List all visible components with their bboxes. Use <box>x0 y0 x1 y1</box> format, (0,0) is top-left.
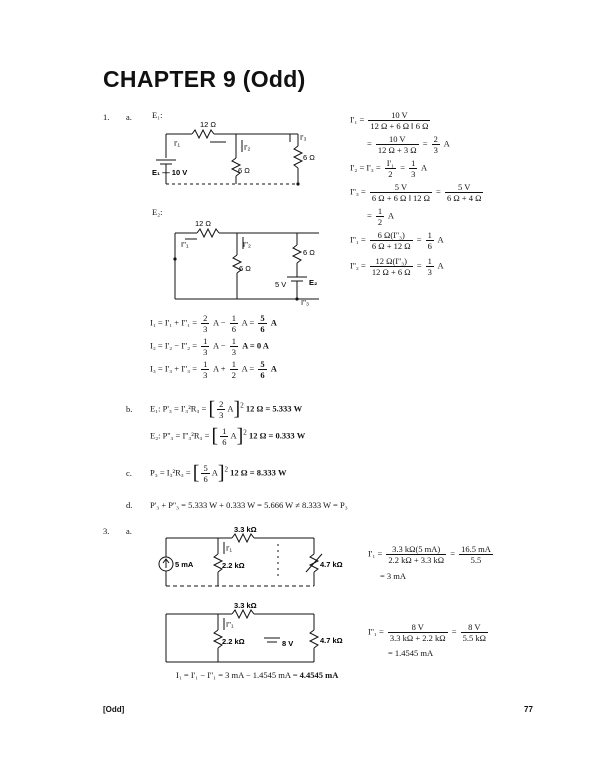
eq-i3-double-prime-cont: = $\frac{1}{2}$ A <box>367 206 394 227</box>
eq-i1-double-prime-p3-result: = 1.4545 mA <box>388 648 434 658</box>
e2-label: E₂: <box>152 207 163 217</box>
circuit-e2 <box>165 215 335 307</box>
circuit-current-source <box>148 524 358 594</box>
part-d-label: d. <box>126 500 133 510</box>
c2-r-right: 6 Ω <box>303 248 315 257</box>
c4-r-mid: 2.2 kΩ <box>222 637 245 646</box>
c2-i3: I''₃ <box>301 298 310 307</box>
part-a-label-3: a. <box>126 526 132 536</box>
part-b-label: b. <box>126 404 133 414</box>
eq-i1-prime-p3: I'₁ = $\frac{3.3 k\Omega(5 mA)}{2.2 k\Omega + 3.3 k\Omega}$ = $\frac{16.5 mA}{5.5}$ <box>368 544 491 565</box>
c1-i1: I'₁ <box>174 139 181 148</box>
eq-i2-i3-prime: I'₂ = I'₃ = $\frac{\text{I'₁}}{2}$ = $\frac{1}{3}$ A <box>350 158 428 179</box>
c2-source: 5 V <box>275 280 287 289</box>
sum-i2: I₂ = I'₂ − I''₂ = $\frac{1}{3}$ A − $\frac{1}{3}$ A = 0 A <box>150 336 269 357</box>
eq-i1-prime: I'₁ = $\frac{10 V}{12 \Omega + 6 \Omega ‖ 6 \Omega}$ <box>350 110 429 131</box>
c1-r-mid: 6 Ω <box>238 166 250 175</box>
chapter-title: CHAPTER 9 (Odd) <box>103 66 306 92</box>
c4-i1: I''₁ <box>226 620 234 629</box>
eq-power-total: P₃ = I₃²R₃ = [ $\frac{5}{6}$ A]$^2$ 12 Ω = 8.333 W <box>150 462 287 484</box>
eq-i1-double-prime-p3: I''₁ = $\frac{8 V}{3.3 k\Omega + 2.2 k\Omega}$ = $\frac{8 V}{5.5 k\Omega}$ <box>368 622 486 643</box>
eq-power-compare: P'₃ + P''₃ = 5.333 W + 0.333 W = 5.666 W ≠ 8.333 W = P₃ <box>150 500 348 510</box>
eq-i3-double-prime: I''₃ = $\frac{5 V}{6 \Omega + 6 \Omega ‖ 12 \Omega}$ = $\frac{5 V}{6 \Omega + 4 \Omega}$ <box>350 182 482 203</box>
eq-power-e2: E₂: P''₃ = I''₃²R₃ = [ $\frac{1}{6}$ A]$^2$ 12 Ω = 0.333 W <box>150 425 306 447</box>
c3-source: 5 mA <box>175 560 194 569</box>
eq-i1-prime-p3-result: = 3 mA <box>380 571 407 581</box>
eq-i1-double-prime: I''₁ = $\frac{\text{6 Ω(I''₃)}}{6 \Omega + 12 \Omega}$ = $\frac{1}{6}$ A <box>350 230 444 251</box>
eq-i2-double-prime: I''₂ = $\frac{\text{12 Ω(I''₃)}}{12 \Omega + 6 \Omega}$ = $\frac{1}{3}$ A <box>350 256 444 277</box>
c4-r-right: 4.7 kΩ <box>320 636 343 645</box>
eq-i1-prime-cont: = $\frac{10 V}{12 \Omega + 3 \Omega}$ = $\frac{2}{3}$ A <box>367 134 450 155</box>
problem-number-1: 1. <box>103 112 110 122</box>
circuit-voltage-source <box>148 600 358 670</box>
eq-power-e1: E₁: P'₃ = I'₃²R₃ = [ $\frac{2}{3}$ A]$^2$ 12 Ω = 5.333 W <box>150 398 303 420</box>
c3-r-right: 4.7 kΩ <box>320 560 343 569</box>
sum-i3: I₃ = I'₃ + I''₃ = $\frac{1}{3}$ A + $\frac{1}{2}$ A = $\frac{5}{6}$ A <box>150 359 277 380</box>
c1-r-right: 6 Ω <box>303 153 315 162</box>
c3-i1: I'₁ <box>226 544 233 553</box>
c4-r-top: 3.3 kΩ <box>234 601 257 610</box>
c2-i1: I''₁ <box>181 240 189 249</box>
c1-r-top: 12 Ω <box>200 120 217 129</box>
c2-source-name: E₂ <box>309 278 318 287</box>
c3-r-mid: 2.2 kΩ <box>222 561 245 570</box>
footer-left: [Odd] <box>103 705 125 714</box>
circuit-e1 <box>150 118 330 204</box>
c1-source: E₁ — 10 V <box>152 168 188 177</box>
c3-r-top: 3.3 kΩ <box>234 525 257 534</box>
part-a-label: a. <box>126 112 132 122</box>
c2-r-mid: 6 Ω <box>239 264 251 273</box>
eq-final-current: I₁ = I'₁ − I''₁ = 3 mA − 1.4545 mA = 4.4545 mA <box>176 670 339 680</box>
problem-number-3: 3. <box>103 526 110 536</box>
page-number: 77 <box>524 705 533 714</box>
part-c-label: c. <box>126 468 132 478</box>
e1-label: E₁: <box>152 110 163 120</box>
c2-i2: I''₂ <box>243 240 251 249</box>
c2-r-top: 12 Ω <box>195 219 212 228</box>
c4-source: 8 V <box>282 639 294 648</box>
sum-i1: I₁ = I'₁ + I''₁ = $\frac{2}{3}$ A − $\frac{1}{6}$ A = $\frac{5}{6}$ A <box>150 313 277 334</box>
c1-i3: I'₃ <box>300 133 307 142</box>
c1-i2: I'₂ <box>244 143 251 152</box>
